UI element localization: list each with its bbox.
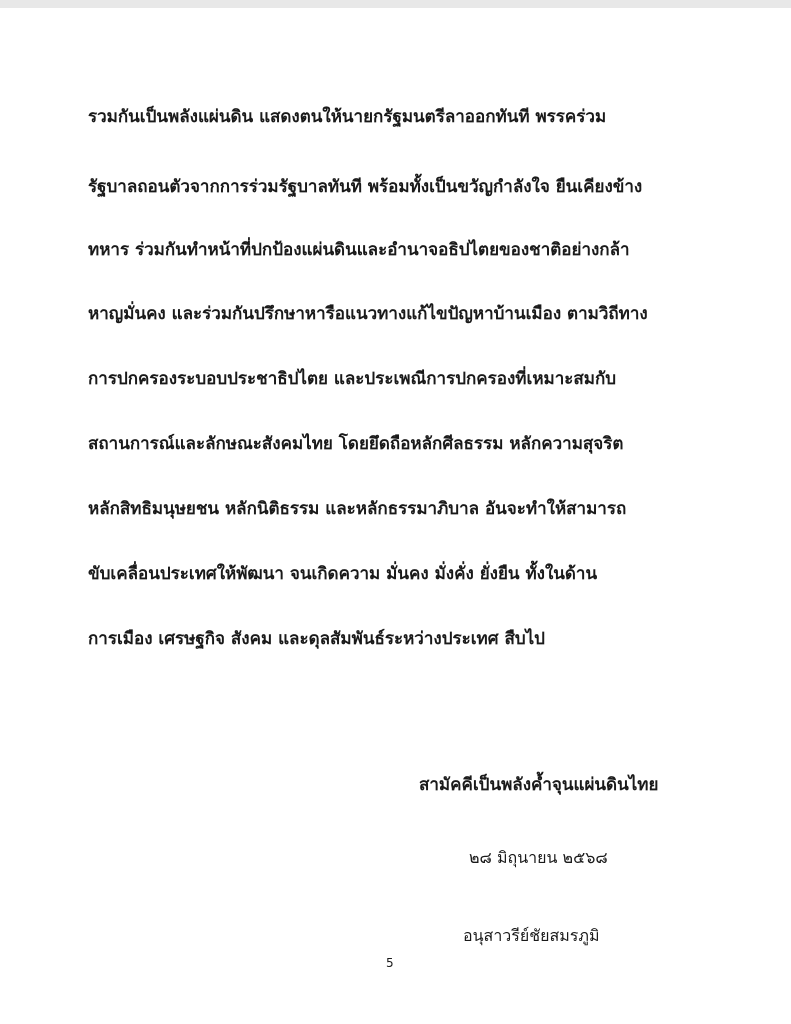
paragraph-line: หาญมั่นคง และร่วมกันปรึกษาหารือแนวทางแก้ไขปัญหาบ้านเมือง ตามวิถีทาง xyxy=(88,304,648,324)
paragraph-line: การเมือง เศรษฐกิจ สังคม และดุลสัมพันธ์ระหว่างประเทศ สืบไป xyxy=(88,629,545,649)
paragraph-line: หลักสิทธิมนุษยชน หลักนิติธรรม และหลักธรรมาภิบาล อันจะทำให้สามารถ xyxy=(88,499,627,519)
signature-place: อนุสาวรีย์ชัยสมรภูมิ xyxy=(463,926,600,945)
top-edge-strip xyxy=(0,0,791,8)
paragraph-line: ขับเคลื่อนประเทศให้พัฒนา จนเกิดความ มั่นคง มั่งคั่ง ยั่งยืน ทั้งในด้าน xyxy=(88,564,598,584)
paragraph-line: รวมกันเป็นพลังแผ่นดิน แสดงตนให้นายกรัฐมนตรีลาออกทันที พรรคร่วม xyxy=(88,107,607,127)
paragraph-line: การปกครองระบอบประชาธิปไตย และประเพณีการปกครองที่เหมาะสมกับ xyxy=(88,369,617,389)
signature-date: ๒๘ มิถุนายน ๒๕๖๘ xyxy=(469,848,608,867)
signature-organization: สามัคคีเป็นพลังค้ำจุนแผ่นดินไทย xyxy=(419,775,659,795)
page-number: 5 xyxy=(386,956,394,970)
paragraph-line: ทหาร ร่วมกันทำหน้าที่ปกป้องแผ่นดินและอำนาจอธิปไตยของชาติอย่างกล้า xyxy=(88,240,630,260)
paragraph-line: สถานการณ์และลักษณะสังคมไทย โดยยึดถือหลักศีลธรรม หลักความสุจริต xyxy=(88,434,624,454)
paragraph-line: รัฐบาลถอนตัวจากการร่วมรัฐบาลทันที พร้อมทั้งเป็นขวัญกำลังใจ ยืนเคียงข้าง xyxy=(88,177,643,197)
